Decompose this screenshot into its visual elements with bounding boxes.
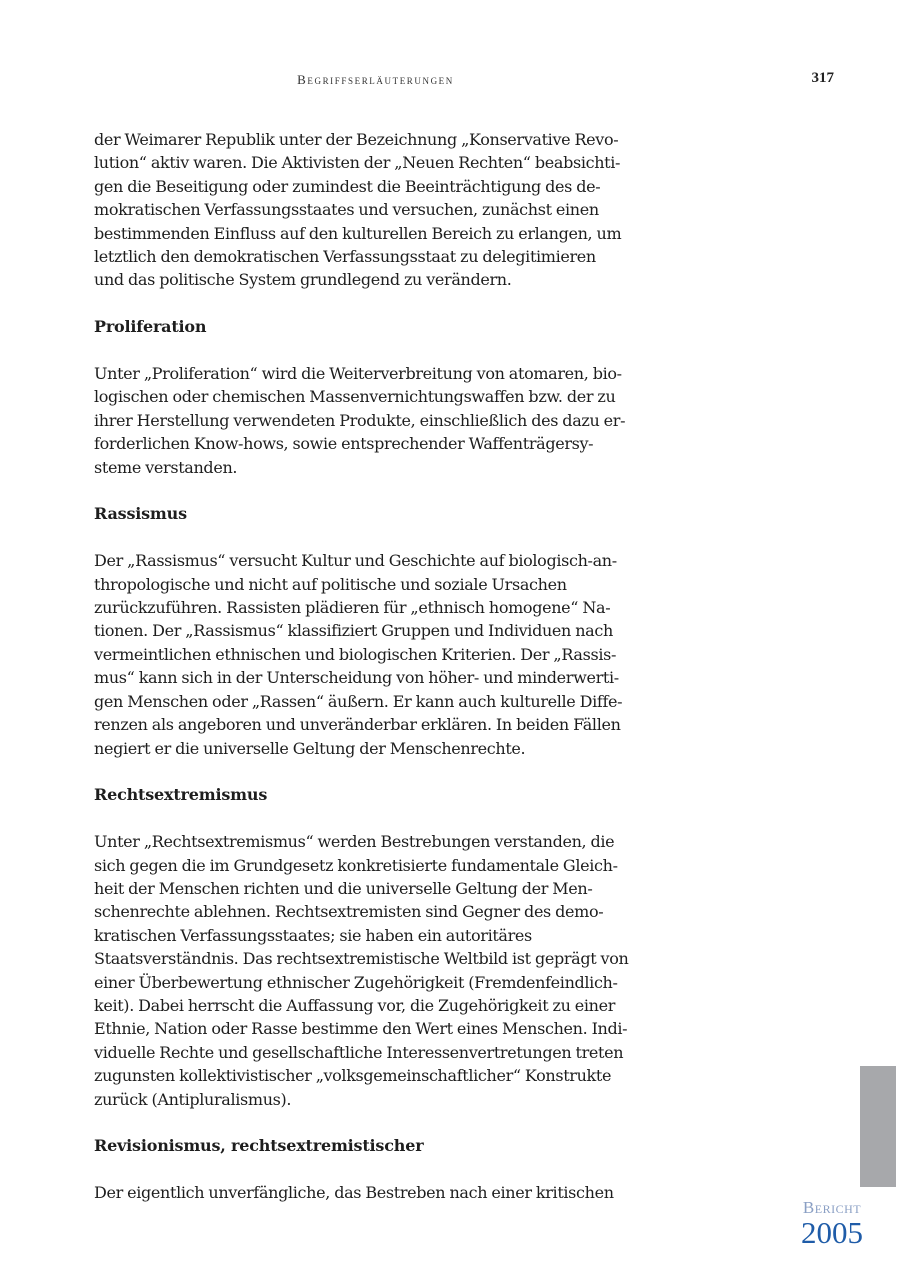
text-line: thropologische und nicht auf politische und soziale Ursachen xyxy=(94,574,567,594)
section-heading: Proliferation xyxy=(94,317,207,337)
text-line: zurückzuführen. Rassisten plädieren für „ethnisch homogene“ Na- xyxy=(94,598,611,618)
text-line: Der eigentlich unverfängliche, das Bestreben nach einer kritischen xyxy=(94,1183,614,1203)
text-line: forderlichen Know-hows, sowie entsprechender Waffenträgersy- xyxy=(94,434,594,454)
text-line: der Weimarer Republik unter der Bezeichnung „Konservative Revo- xyxy=(94,130,619,149)
page-number: 317 xyxy=(811,70,834,86)
text-line: tionen. Der „Rassismus“ klassifiziert Gruppen und Individuen nach xyxy=(94,621,613,641)
logo-year: 2005 xyxy=(801,1215,863,1250)
text-line: Der „Rassismus“ versucht Kultur und Geschichte auf biologisch-an- xyxy=(94,551,617,571)
text-line: gen die Beseitigung oder zumindest die Beeinträchtigung des de- xyxy=(94,176,601,196)
text-line: lution“ aktiv waren. Die Aktivisten der „Neuen Rechten“ beabsichti- xyxy=(94,153,621,173)
text-line: zurück (Antipluralismus). xyxy=(94,1089,292,1109)
text-line: logischen oder chemischen Massenvernichtungswaffen bzw. der zu xyxy=(94,387,616,407)
logo-word: Bericht xyxy=(802,1198,862,1217)
text-line: mus“ kann sich in der Unterscheidung von höher- und minderwerti- xyxy=(94,668,619,688)
text-line: negiert er die universelle Geltung der Menschenrechte. xyxy=(94,738,526,758)
text-line: steme verstanden. xyxy=(94,457,238,477)
running-header: Begriffserläuterungen xyxy=(297,72,454,87)
text-line: keit). Dabei herrscht die Auffassung vor, die Zugehörigkeit zu einer xyxy=(94,995,616,1015)
section-rassismus xyxy=(94,502,662,759)
text-line: gen Menschen oder „Rassen“ äußern. Er kann auch kulturelle Diffe- xyxy=(94,691,623,711)
text-line: und das politische System grundlegend zu verändern. xyxy=(94,270,512,290)
text-line: ihrer Herstellung verwendeten Produkte, einschließlich des dazu er- xyxy=(94,410,626,430)
intro-paragraph xyxy=(94,128,662,292)
text-line: letztlich den demokratischen Verfassungsstaat zu delegitimieren xyxy=(94,247,596,267)
chapter-tab-marker xyxy=(860,1066,896,1187)
text-line: sich gegen die im Grundgesetz konkretisierte fundamentale Gleich- xyxy=(94,855,618,875)
section-proliferation xyxy=(94,315,662,479)
text-line: vermeintlichen ethnischen und biologischen Kriterien. Der „Rassis- xyxy=(94,644,617,664)
page-content xyxy=(94,128,662,1205)
text-line: renzen als angeboren und unveränderbar erklären. In beiden Fällen xyxy=(94,715,621,735)
bericht-2005-logo xyxy=(792,1198,872,1248)
text-line: einer Überbewertung ethnischer Zugehörigkeit (Fremdenfeindlich- xyxy=(94,972,618,992)
text-line: kratischen Verfassungsstaates; sie haben ein autoritäres xyxy=(94,925,532,945)
text-line: Unter „Proliferation“ wird die Weiterverbreitung von atomaren, bio- xyxy=(94,364,622,384)
text-line: Ethnie, Nation oder Rasse bestimme den Wert eines Menschen. Indi- xyxy=(94,1019,628,1039)
text-line: heit der Menschen richten und die universelle Geltung der Men- xyxy=(94,878,593,898)
text-line: viduelle Rechte und gesellschaftliche Interessenvertretungen treten xyxy=(94,1042,624,1062)
section-revisionismus xyxy=(94,1134,662,1204)
text-line: zugunsten kollektivistischer „volksgemeinschaftlicher“ Konstrukte xyxy=(94,1066,612,1086)
section-heading: Rechtsextremismus xyxy=(94,785,268,805)
text-line: Staatsverständnis. Das rechtsextremistische Weltbild ist geprägt von xyxy=(94,949,629,969)
text-line: mokratischen Verfassungsstaates und versuchen, zunächst einen xyxy=(94,200,599,220)
section-heading: Revisionismus, rechtsextremistischer xyxy=(94,1136,424,1156)
text-line: schenrechte ablehnen. Rechtsextremisten sind Gegner des demo- xyxy=(94,902,604,922)
text-line: bestimmenden Einfluss auf den kulturellen Bereich zu erlangen, um xyxy=(94,223,622,243)
section-heading: Rassismus xyxy=(94,504,187,524)
section-rechtsextremismus xyxy=(94,783,662,1111)
text-line: Unter „Rechtsextremismus“ werden Bestrebungen verstanden, die xyxy=(94,832,615,852)
